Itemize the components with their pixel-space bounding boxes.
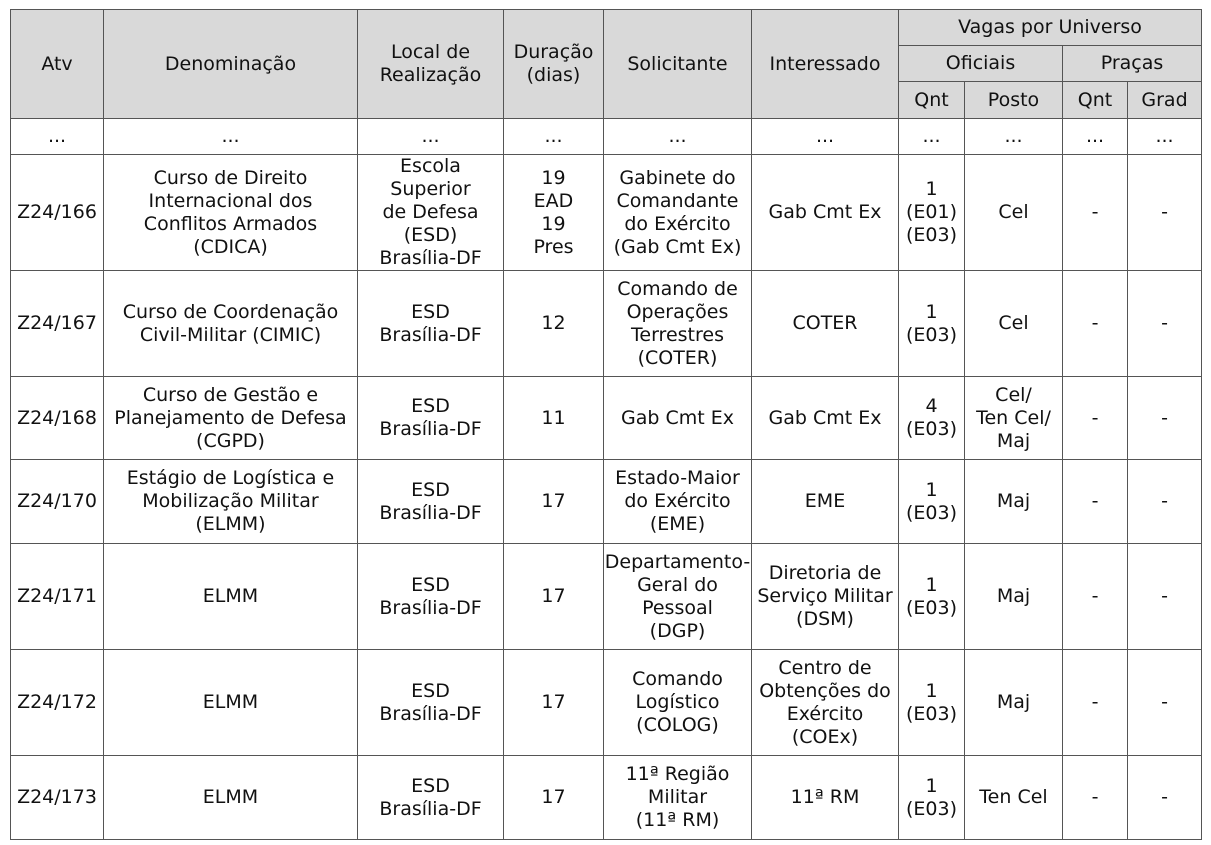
header-duracao <box>504 10 604 119</box>
cell-line: Gab Cmt Ex <box>768 201 882 223</box>
cell-posto <box>965 544 1063 650</box>
ellipsis-cell: ... <box>1063 119 1128 155</box>
header-interessado: Interessado <box>752 10 899 119</box>
cell-grad: - <box>1128 155 1202 271</box>
cell-line: Civil-Militar (CIMIC) <box>139 323 322 346</box>
cell-grad: - <box>1128 756 1202 840</box>
header-solicitante: Solicitante <box>604 10 752 119</box>
cell-line: 17 <box>541 786 566 808</box>
cell-local <box>358 460 504 544</box>
cell-line: (E03) <box>905 418 957 440</box>
header-duracao-line: (dias) <box>526 64 581 86</box>
cell-line: Maj <box>996 429 1031 452</box>
cell-line: Departamento- <box>604 550 751 573</box>
cell-line: do Exército <box>624 212 731 235</box>
cell-line: Brasília-DF <box>379 418 482 440</box>
header-atv: Atv <box>11 10 104 119</box>
header-denominacao: Denominação <box>104 10 358 119</box>
cell-line: Gabinete do <box>619 166 736 189</box>
cell-duracao <box>504 756 604 840</box>
cell-line: Mobilização Militar <box>142 490 319 512</box>
cell-grad: - <box>1128 650 1202 756</box>
cell-line: (E03) <box>905 501 957 524</box>
ellipsis-cell: ... <box>604 119 752 155</box>
cell-line: Brasília-DF <box>379 247 482 269</box>
cell-line: ESD <box>411 395 450 417</box>
cell-line: Estado-Maior <box>615 467 740 489</box>
cell-line: Diretoria de <box>768 562 882 584</box>
ellipsis-cell: ... <box>965 119 1063 155</box>
cell-solicitante <box>604 756 752 840</box>
header-duracao-line: Duração <box>513 41 594 63</box>
cell-line: ESD <box>411 774 450 797</box>
cell-line: Serviço Militar <box>757 585 893 607</box>
cell-line: (ESD) <box>403 224 458 246</box>
cell-line: (CDICA) <box>193 235 268 258</box>
cell-line: ESD <box>411 478 450 501</box>
cell-denominacao <box>104 460 358 544</box>
cell-denominacao <box>104 155 358 271</box>
cell-line: Brasília-DF <box>379 596 482 619</box>
cell-line: Gab Cmt Ex <box>621 406 734 429</box>
cell-posto <box>965 460 1063 544</box>
cell-qnt-pracas: - <box>1063 377 1128 460</box>
ellipsis-cell: ... <box>104 119 358 155</box>
cell-interessado <box>752 155 899 271</box>
cell-atv: Z24/172 <box>11 650 104 756</box>
ellipsis-cell: ... <box>11 119 104 155</box>
cell-line: ELMM <box>202 786 259 808</box>
cell-line: 19 <box>541 212 566 235</box>
cell-local <box>358 155 504 271</box>
cell-denominacao <box>104 756 358 840</box>
cell-line: do Exército <box>624 490 731 512</box>
cell-line: de Defesa <box>382 201 479 223</box>
cell-interessado <box>752 377 899 460</box>
cell-line: Estágio de Logística e <box>126 467 335 489</box>
header-oficiais: Oficiais <box>899 46 1063 82</box>
table-row <box>11 650 1202 756</box>
cell-posto <box>965 271 1063 377</box>
cell-line: Conflitos Armados <box>143 212 318 235</box>
cell-local <box>358 544 504 650</box>
cell-line: Pres <box>533 235 574 258</box>
cell-line: (E01) <box>905 201 957 223</box>
cell-qnt-pracas: - <box>1063 756 1128 840</box>
cell-line: (EME) <box>649 513 706 535</box>
cell-qnt-oficiais <box>899 377 965 460</box>
cell-duracao <box>504 271 604 377</box>
ellipsis-cell: ... <box>358 119 504 155</box>
table-row <box>11 756 1202 840</box>
cell-line: 17 <box>541 691 566 713</box>
cell-qnt-pracas: - <box>1063 460 1128 544</box>
cell-line: Ten Cel/ <box>976 406 1051 429</box>
cell-atv: Z24/168 <box>11 377 104 460</box>
cell-line: 11 <box>541 406 566 429</box>
cell-qnt-oficiais <box>899 155 965 271</box>
header-qnt-oficiais: Qnt <box>899 82 965 119</box>
cell-line: 1 <box>925 679 938 702</box>
cell-line: ESD <box>411 300 450 323</box>
table-row <box>11 271 1202 377</box>
cell-line: Terrestres <box>631 323 724 346</box>
cell-atv: Z24/173 <box>11 756 104 840</box>
cell-grad: - <box>1128 544 1202 650</box>
cell-line: (E03) <box>905 323 957 346</box>
header-local-line: Realização <box>379 64 482 86</box>
cell-line: (COLOG) <box>636 714 719 736</box>
ellipsis-cell: ... <box>1128 119 1202 155</box>
cell-local <box>358 271 504 377</box>
cell-line: Planejamento de Defesa <box>114 406 347 429</box>
cell-grad: - <box>1128 377 1202 460</box>
cell-line: (Gab Cmt Ex) <box>613 235 742 258</box>
header-posto: Posto <box>965 82 1063 119</box>
cell-line: Cel <box>998 201 1029 223</box>
cell-local <box>358 650 504 756</box>
cell-line: 1 <box>925 178 938 200</box>
cell-line: 11ª Região <box>625 763 730 785</box>
activities-table <box>10 9 1202 840</box>
cell-duracao <box>504 377 604 460</box>
cell-line: Obtenções do <box>759 679 891 702</box>
cell-grad: - <box>1128 460 1202 544</box>
cell-line: 17 <box>541 585 566 607</box>
cell-line: Internacional dos <box>148 189 313 212</box>
cell-line: 17 <box>541 490 566 512</box>
header-pracas: Praças <box>1063 46 1202 82</box>
cell-line: ELMM <box>202 585 259 607</box>
cell-interessado <box>752 756 899 840</box>
cell-line: Brasília-DF <box>379 323 482 346</box>
ellipsis-cell: ... <box>899 119 965 155</box>
cell-line: Cel <box>998 312 1029 334</box>
cell-line: ESD <box>411 573 450 596</box>
cell-qnt-oficiais <box>899 271 965 377</box>
cell-line: (CGPD) <box>196 429 265 452</box>
cell-qnt-pracas: - <box>1063 650 1128 756</box>
cell-line: Comandante <box>616 189 739 212</box>
cell-line: (E03) <box>905 596 957 619</box>
cell-line: ELMM <box>202 691 259 713</box>
cell-line: Brasília-DF <box>379 797 482 820</box>
cell-line: Gab Cmt Ex <box>768 406 882 429</box>
cell-line: (DSM) <box>796 608 854 630</box>
ellipsis-cell: ... <box>752 119 899 155</box>
cell-solicitante <box>604 460 752 544</box>
cell-line: 12 <box>541 312 566 334</box>
header-local-line: Local de <box>390 41 471 63</box>
ellipsis-row <box>11 119 1202 155</box>
cell-denominacao <box>104 271 358 377</box>
table-row <box>11 460 1202 544</box>
cell-atv: Z24/167 <box>11 271 104 377</box>
cell-posto <box>965 155 1063 271</box>
cell-qnt-oficiais <box>899 756 965 840</box>
cell-line: COTER <box>792 312 858 334</box>
table-header <box>11 10 1202 119</box>
cell-interessado <box>752 460 899 544</box>
cell-qnt-oficiais <box>899 460 965 544</box>
cell-solicitante <box>604 544 752 650</box>
cell-qnt-oficiais <box>899 544 965 650</box>
cell-line: Maj <box>996 691 1031 713</box>
cell-solicitante <box>604 271 752 377</box>
cell-line: Pessoal <box>642 596 713 619</box>
cell-line: Comando <box>632 668 723 690</box>
cell-line: 1 <box>925 300 938 323</box>
cell-interessado <box>752 544 899 650</box>
cell-line: Brasília-DF <box>379 501 482 524</box>
table-row <box>11 544 1202 650</box>
cell-qnt-pracas: - <box>1063 155 1128 271</box>
cell-line: (E03) <box>905 702 957 725</box>
cell-line: Geral do <box>637 573 718 596</box>
cell-line: (11ª RM) <box>635 809 720 831</box>
table-body <box>11 119 1202 840</box>
ellipsis-cell: ... <box>504 119 604 155</box>
cell-atv: Z24/171 <box>11 544 104 650</box>
cell-posto <box>965 650 1063 756</box>
cell-denominacao <box>104 377 358 460</box>
cell-duracao <box>504 155 604 271</box>
cell-line: 4 <box>925 395 938 417</box>
cell-line: Cel/ <box>995 383 1032 406</box>
header-local <box>358 10 504 119</box>
cell-local <box>358 377 504 460</box>
cell-line: Comando de <box>617 277 738 300</box>
cell-posto <box>965 377 1063 460</box>
cell-denominacao <box>104 650 358 756</box>
cell-qnt-pracas: - <box>1063 544 1128 650</box>
cell-duracao <box>504 650 604 756</box>
cell-atv: Z24/170 <box>11 460 104 544</box>
cell-line: ESD <box>411 679 450 702</box>
cell-line: 19 <box>541 166 566 189</box>
cell-line: Centro de <box>778 656 872 679</box>
cell-local <box>358 756 504 840</box>
cell-line: EME <box>804 490 846 512</box>
cell-denominacao <box>104 544 358 650</box>
table-row <box>11 377 1202 460</box>
cell-line: Exército <box>786 702 864 725</box>
cell-line: Brasília-DF <box>379 702 482 725</box>
header-qnt-pracas: Qnt <box>1063 82 1128 119</box>
cell-atv: Z24/166 <box>11 155 104 271</box>
cell-line: Logístico <box>635 691 720 713</box>
cell-line: 1 <box>925 478 938 501</box>
cell-solicitante <box>604 377 752 460</box>
cell-line: EAD <box>533 189 574 212</box>
cell-line: Ten Cel <box>979 786 1048 808</box>
cell-qnt-pracas: - <box>1063 271 1128 377</box>
cell-line: (COEx) <box>791 725 859 748</box>
cell-grad: - <box>1128 271 1202 377</box>
cell-line: Maj <box>996 585 1031 607</box>
cell-line: (DGP) <box>649 619 706 642</box>
cell-line: Operações <box>626 300 729 323</box>
cell-line: (COTER) <box>637 346 718 369</box>
cell-line: (E03) <box>905 797 957 820</box>
cell-line: Curso de Direito <box>153 166 308 189</box>
cell-line: 1 <box>925 573 938 596</box>
cell-line: Curso de Coordenação <box>122 300 339 323</box>
cell-line: 11ª RM <box>790 786 860 808</box>
header-grad: Grad <box>1128 82 1202 119</box>
cell-posto <box>965 756 1063 840</box>
cell-interessado <box>752 650 899 756</box>
cell-line: Militar <box>647 786 708 808</box>
cell-line: (ELMM) <box>195 513 266 535</box>
cell-line: 1 <box>925 774 938 797</box>
cell-line: (E03) <box>905 224 957 246</box>
cell-duracao <box>504 460 604 544</box>
cell-line: Curso de Gestão e <box>142 383 319 406</box>
cell-duracao <box>504 544 604 650</box>
header-vagas: Vagas por Universo <box>899 10 1202 46</box>
cell-line: Escola Superior <box>390 155 471 200</box>
cell-solicitante <box>604 650 752 756</box>
cell-solicitante <box>604 155 752 271</box>
cell-qnt-oficiais <box>899 650 965 756</box>
cell-line: Maj <box>996 490 1031 512</box>
cell-interessado <box>752 271 899 377</box>
table-row <box>11 155 1202 271</box>
